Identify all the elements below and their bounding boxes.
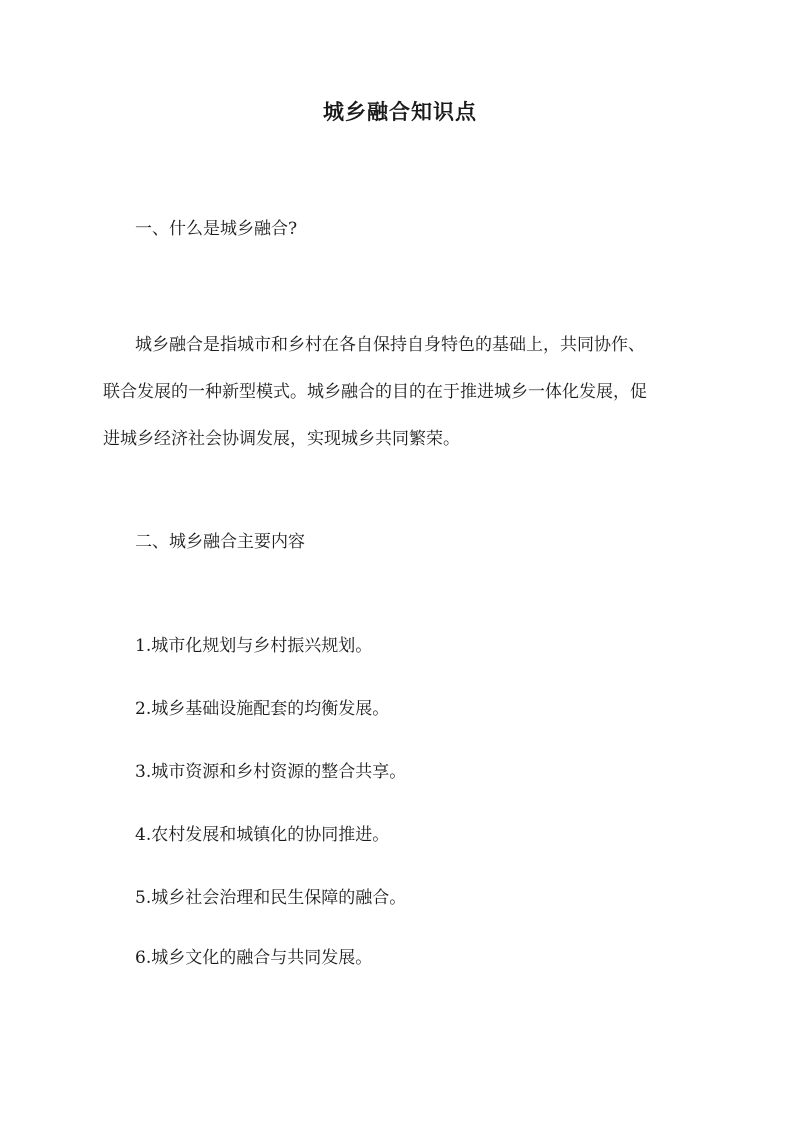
list-item: 1.城市化规划与乡村振兴规划。: [135, 636, 373, 656]
paragraph-line: 进城乡经济社会协调发展，实现城乡共同繁荣。: [103, 429, 460, 449]
section-2-heading: 二、城乡融合主要内容: [135, 532, 305, 552]
list-item: 4.农村发展和城镇化的协同推进。: [135, 825, 390, 845]
document-title: 城乡融合知识点: [323, 99, 477, 124]
list-item: 3.城市资源和乡村资源的整合共享。: [135, 762, 407, 782]
paragraph-line: 城乡融合是指城市和乡村在各自保持自身特色的基础上，共同协作、: [135, 335, 645, 355]
list-item: 5.城乡社会治理和民生保障的融合。: [135, 888, 407, 908]
section-1-heading: 一、什么是城乡融合?: [135, 219, 298, 239]
section-1-paragraph: [103, 322, 703, 463]
list-item: 6.城乡文化的融合与共同发展。: [135, 948, 373, 968]
list-item: 2.城乡基础设施配套的均衡发展。: [135, 699, 390, 719]
paragraph-line: 联合发展的一种新型模式。城乡融合的目的在于推进城乡一体化发展，促: [103, 382, 647, 402]
